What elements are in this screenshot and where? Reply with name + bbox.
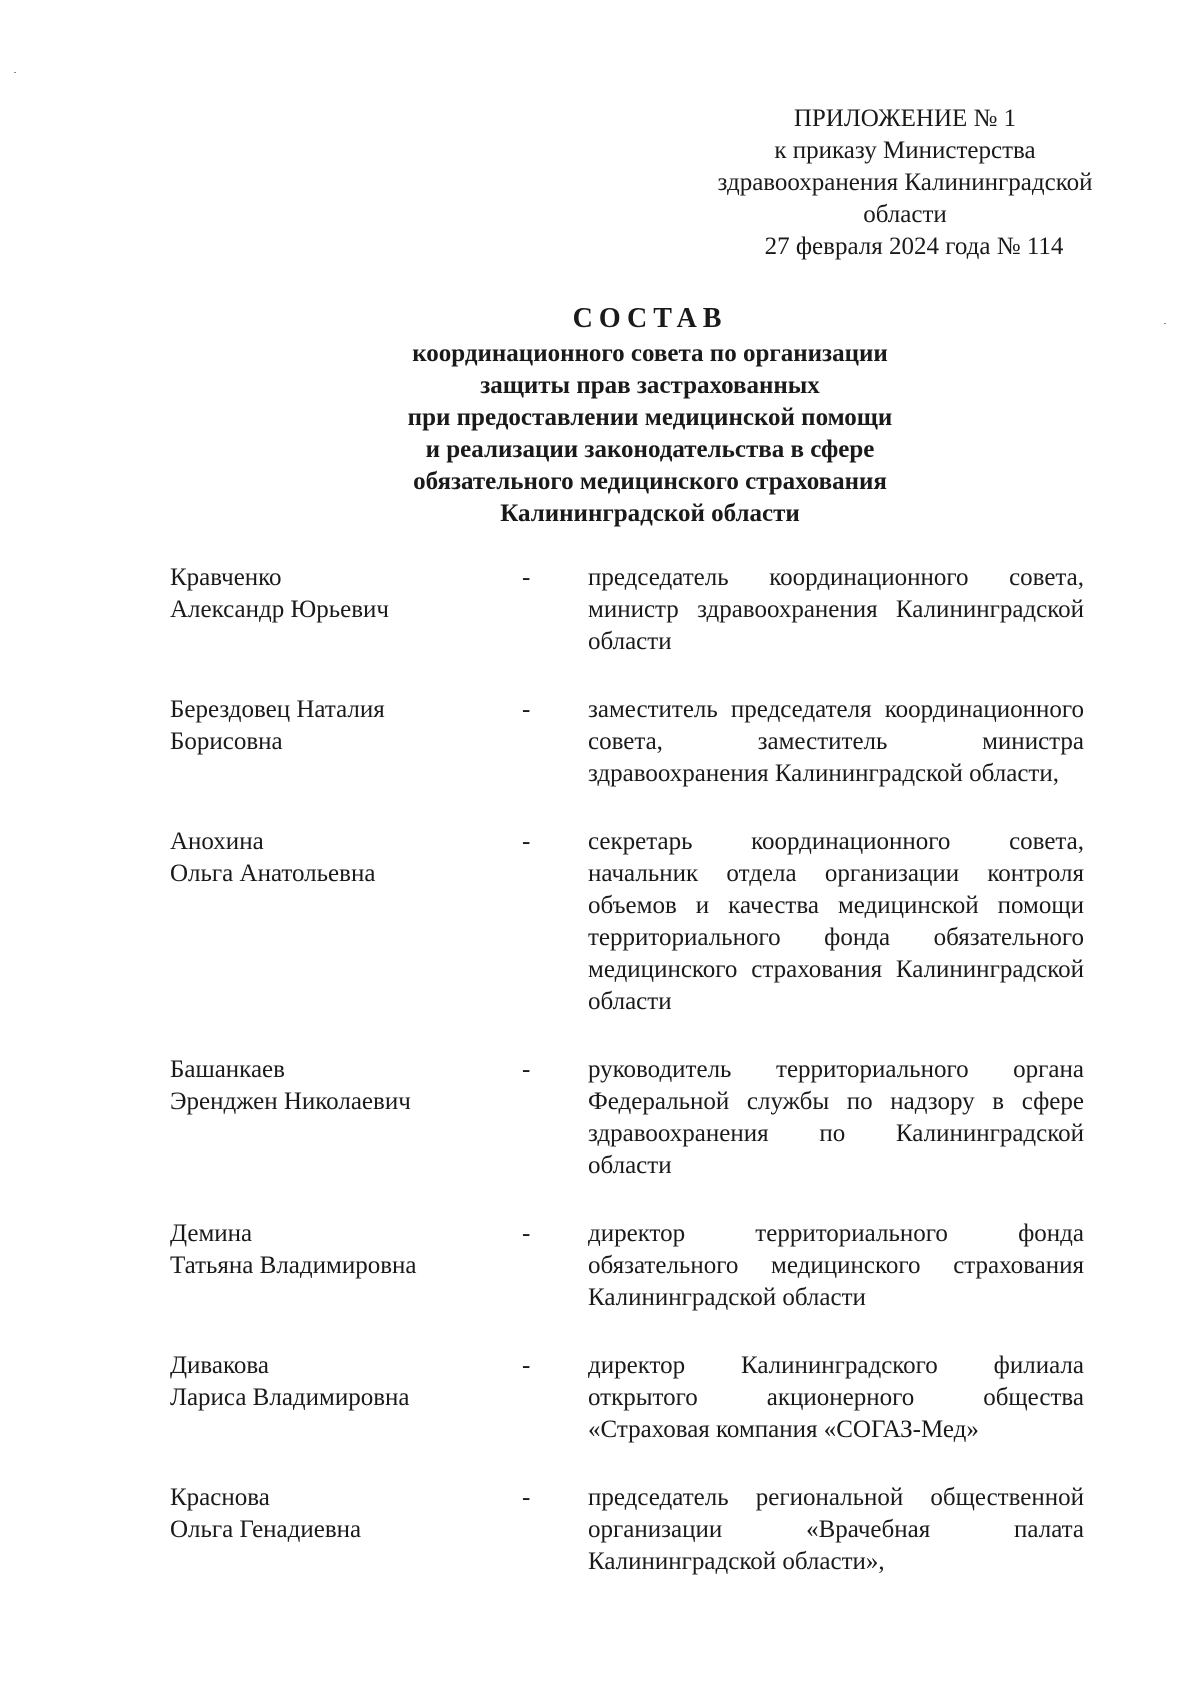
appendix-line: области (863, 201, 947, 228)
member-dash: - (522, 828, 531, 855)
document-heading (330, 302, 970, 530)
document-title: СОСТАВ (572, 303, 728, 334)
member-entry (170, 826, 1100, 1018)
scan-speck (1164, 323, 1166, 324)
heading-line: защиты прав застрахованных (480, 372, 820, 399)
member-given-names: Александр Юрьевич (170, 596, 389, 623)
heading-line: координационного совета по организации (412, 340, 888, 367)
heading-line: при предоставлении медицинской помощи (407, 404, 893, 431)
member-given-names: Лариса Владимировна (170, 1384, 410, 1411)
member-dash: - (522, 1352, 531, 1379)
member-dash: - (522, 1484, 531, 1511)
member-role: директор территориального фонда обязательного медицинского страхования Калининградской области (588, 1220, 1084, 1311)
appendix-line: ПРИЛОЖЕНИЕ № 1 (793, 105, 1017, 132)
member-role: директор Калининградского филиала открытого акционерного общества «Страховая компания «СОГАЗ-Мед» (588, 1352, 1084, 1443)
member-surname: Анохина (170, 828, 264, 855)
member-surname: Кравченко (170, 564, 282, 591)
member-name (170, 1482, 520, 1578)
member-given-names: Татьяна Владимировна (170, 1252, 417, 1279)
member-name (170, 826, 520, 1018)
member-surname: Берездовец Наталия (170, 696, 385, 723)
appendix-line: к приказу Министерства (774, 137, 1036, 164)
member-name (170, 1350, 520, 1446)
member-role: председатель региональной общественной организации «Врачебная палата Калининградской области», (588, 1484, 1084, 1575)
appendix-header (690, 103, 1120, 263)
member-name (170, 562, 520, 658)
member-surname: Дивакова (170, 1352, 269, 1379)
member-given-names: Эренджен Николаевич (170, 1088, 411, 1115)
member-given-names: Ольга Генадиевна (170, 1516, 362, 1543)
appendix-date-line: 27 февраля 2024 года № 114 (764, 233, 1064, 260)
member-dash: - (522, 696, 531, 723)
heading-line: обязательного медицинского страхования (413, 468, 887, 495)
member-entry (170, 1350, 1100, 1446)
heading-line: Калининградской области (500, 500, 800, 527)
heading-line: и реализации законодательства в сфере (425, 436, 875, 463)
member-name (170, 1054, 520, 1182)
member-entry (170, 1218, 1100, 1314)
member-dash: - (522, 1220, 531, 1247)
member-role: председатель координационного совета, министр здравоохранения Калининградской области (588, 564, 1084, 655)
member-surname: Башанкаев (170, 1056, 285, 1083)
member-name (170, 1218, 520, 1314)
appendix-line: здравоохранения Калининградской (717, 169, 1093, 196)
member-role: заместитель председателя координационного совета, заместитель министра здравоохранения Калининградской области, (588, 696, 1084, 787)
member-surname: Демина (170, 1220, 253, 1247)
member-given-names: Ольга Анатольевна (170, 860, 376, 887)
member-entry (170, 1054, 1100, 1182)
members-list (170, 562, 1100, 1614)
member-given-names: Борисовна (170, 728, 283, 755)
member-role: секретарь координационного совета, начальник отдела организации контроля объемов и качества медицинской помощи территориального фонда обязательного медицинского страхования Калининградской области (588, 828, 1084, 1015)
member-entry (170, 694, 1100, 790)
member-surname: Краснова (170, 1484, 270, 1511)
member-name (170, 694, 520, 790)
member-dash: - (522, 1056, 531, 1083)
member-role: руководитель территориального органа Федеральной службы по надзору в сфере здравоохранения по Калининградской области (588, 1056, 1084, 1179)
member-dash: - (522, 564, 531, 591)
member-entry (170, 1482, 1100, 1578)
scan-speck (14, 72, 16, 73)
member-entry (170, 562, 1100, 658)
